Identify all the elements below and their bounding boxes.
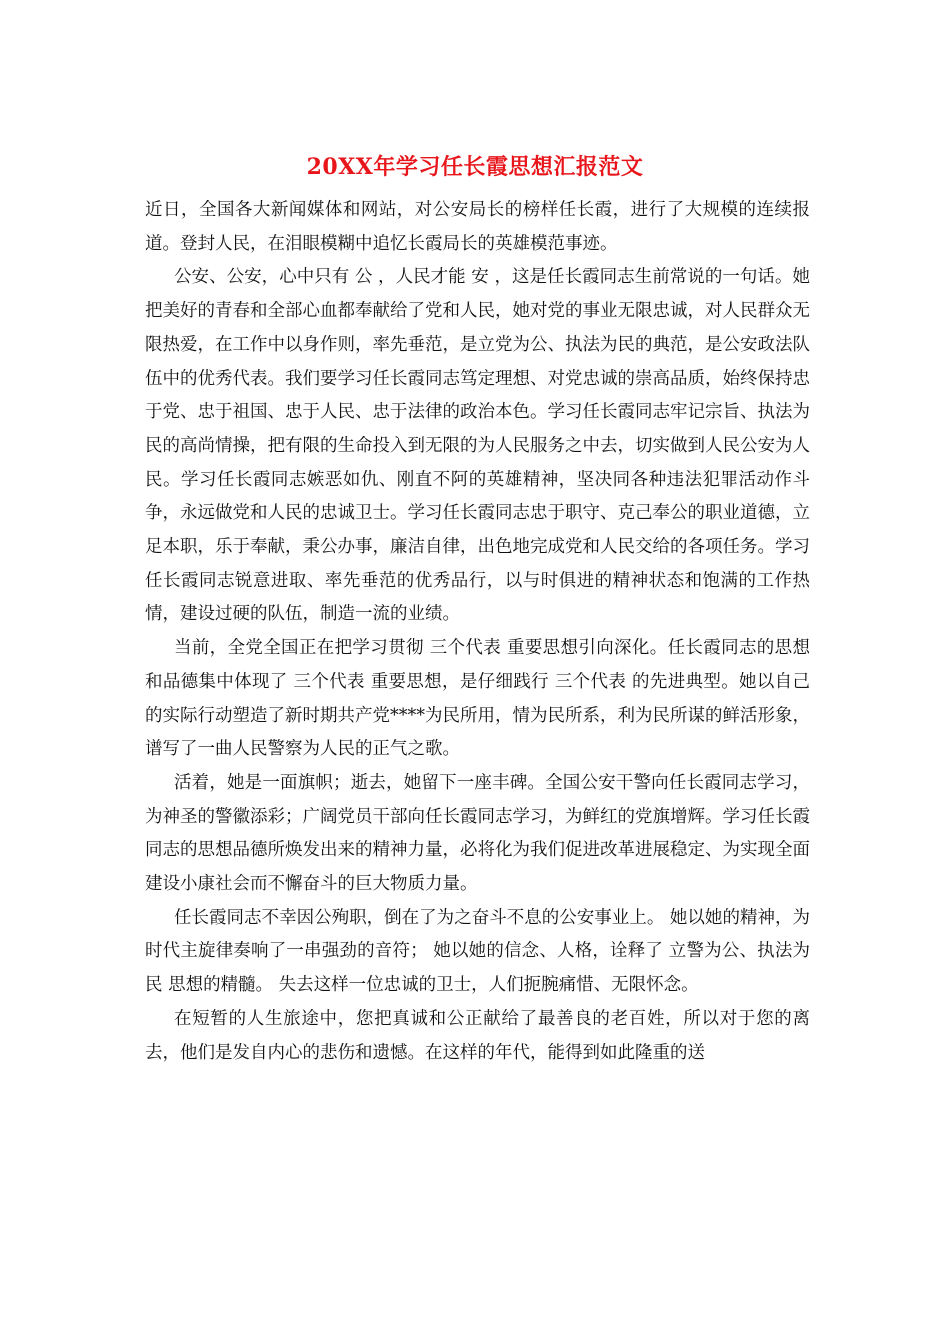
paragraph-1: 近日，全国各大新闻媒体和网站，对公安局长的榜样任长霞，进行了大规模的连续报道。登封人民，在泪眼模糊中追忆长霞局长的英雄模范事迹。 [145, 200, 810, 254]
paragraph-5: 任长霞同志不幸因公殉职，倒在了为之奋斗不息的公安事业上。 她以她的精神，为时代主旋律奏响了一串强劲的音符； 她以她的信念、人格，诠释了 立警为公、执法为民 思想的精髓。 失去这样一位忠诚的卫士，人们扼腕痛惜、无限怀念。 [145, 907, 810, 996]
paragraph-4: 活着，她是一面旗帜；逝去，她留下一座丰碑。全国公安干警向任长霞同志学习，为神圣的警徽添彩；广阔党员干部向任长霞同志学习，为鲜红的党旗增辉。学习任长霞同志的思想品德所焕发出来的精神力量，必将化为我们促进改革进展稳定、为实现全面建设小康社会而不懈奋斗的巨大物质力量。 [145, 772, 810, 895]
paragraph-6: 在短暂的人生旅途中，您把真诚和公正献给了最善良的老百姓，所以对于您的离去，他们是发自内心的悲伤和遗憾。在这样的年代，能得到如此隆重的送 [145, 1008, 810, 1063]
paragraph-3: 当前，全党全国正在把学习贯彻 三个代表 重要思想引向深化。任长霞同志的思想和品德集中体现了 三个代表 重要思想，是仔细践行 三个代表 的先进典型。她以自己的实际行动塑造了新时期共产党****为民所用，情为民所系，利为民所谋的鲜活形象，谱写了一曲人民警察为人民的正气之歌。 [145, 638, 810, 760]
paragraph-2: 公安、公安，心中只有 公 ，人民才能 安 ，这是任长霞同志生前常说的一句话。她把美好的青春和全部心血都奉献给了党和人民，她对党的事业无限忠诚，对人民群众无限热爱，在工作中以身作则，率先垂范，是立党为公、执法为民的典范，是公安政法队伍中的优秀代表。我们要学习任长霞同志笃定理想、对党忠诚的崇高品质，始终保持忠于党、忠于祖国、忠于人民、忠于法律的政治本色。学习任长霞同志牢记宗旨、执法为民的高尚情操，把有限的生命投入到无限的为人民服务之中去，切实做到人民公安为人民。学习任长霞同志嫉恶如仇、刚直不阿的英雄精神，坚决同各种违法犯罪活动作斗争，永远做党和人民的忠诚卫士。学习任长霞同志忠于职守、克己奉公的职业道德，立足本职，乐于奉献，秉公办事，廉洁自律，出色地完成党和人民交给的各项任务。学习任长霞同志锐意进取、率先垂范的优秀品行，以与时俱进的精神状态和饱满的工作热情，建设过硬的队伍，制造一流的业绩。 [145, 267, 810, 625]
document-title: 20XX年学习任长霞思想汇报范文 [306, 154, 644, 180]
document-body [145, 194, 810, 1070]
